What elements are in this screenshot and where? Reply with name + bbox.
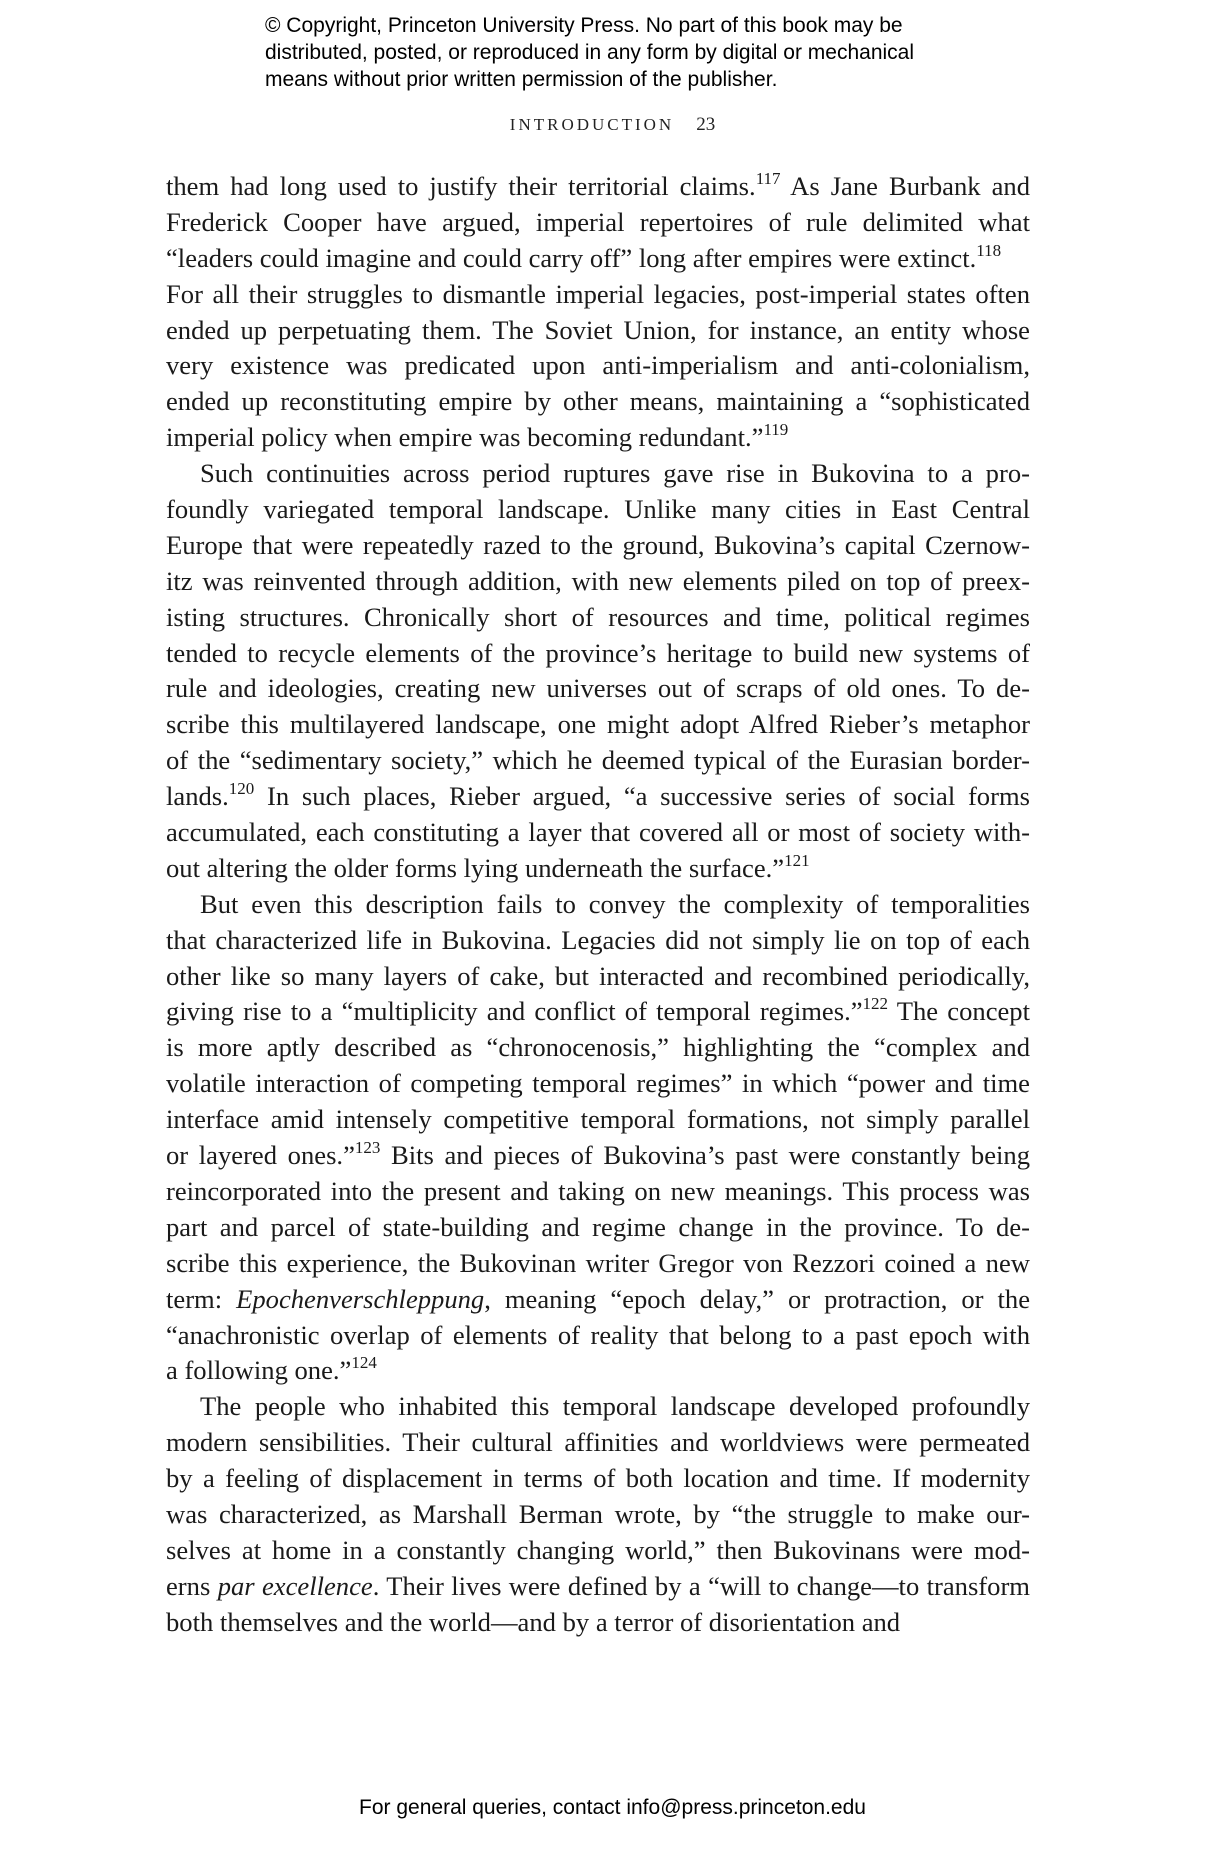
line-text: out altering the older forms lying underneath the surface.” xyxy=(166,852,785,883)
text-line xyxy=(166,1246,1030,1282)
line-text: scribe this multilayered landscape, one might adopt Alfred Rieber’s metaphor xyxy=(166,709,1030,740)
line-text-continued: , meaning “epoch delay,” or protraction, or the xyxy=(484,1283,1030,1314)
line-text: interface amid intensely competitive temporal formations, not simply parallel xyxy=(166,1104,1030,1135)
line-text: tended to recycle elements of the province’s heritage to build new systems of xyxy=(166,637,1030,668)
footer-contact: For general queries, contact info@press.princeton.edu xyxy=(359,1796,866,1819)
italic-term: par excellence xyxy=(217,1570,373,1601)
line-text: giving rise to a “multiplicity and conflict of temporal regimes.” xyxy=(166,996,863,1027)
text-line xyxy=(166,1605,1030,1641)
text-line xyxy=(166,205,1030,241)
line-text: For all their struggles to dismantle imperial legacies, post-imperial states often xyxy=(166,278,1030,309)
line-text: Europe that were repeatedly razed to the ground, Bukovina’s capital Czernow- xyxy=(166,529,1030,560)
italic-term: Epochenverschleppung xyxy=(236,1283,485,1314)
line-text: other like so many layers of cake, but interacted and recombined periodically, xyxy=(166,960,1030,991)
text-line xyxy=(166,671,1030,707)
line-text-continued: . Their lives were defined by a “will to change—to transform xyxy=(372,1570,1030,1601)
line-text-continued: The concept xyxy=(888,996,1030,1027)
text-line xyxy=(166,1389,1030,1425)
line-text: ended up reconstituting empire by other means, maintaining a “sophisticated xyxy=(166,386,1030,417)
line-text: lands. xyxy=(166,781,229,812)
footnote-marker: 124 xyxy=(351,1353,377,1373)
text-line xyxy=(166,707,1030,743)
footnote-marker: 119 xyxy=(763,420,789,440)
line-text: very existence was predicated upon anti-imperialism and anti-colonialism, xyxy=(166,350,1030,381)
text-line xyxy=(166,1138,1030,1174)
copyright-line: © Copyright, Princeton University Press. No part of this book may be xyxy=(265,14,903,37)
text-line xyxy=(166,887,1030,923)
line-text: by a feeling of displacement in terms of both location and time. If modernity xyxy=(166,1463,1030,1494)
line-text: selves at home in a constantly changing world,” then Bukovinans were mod- xyxy=(166,1534,1030,1565)
text-line xyxy=(166,959,1030,995)
copyright-notice xyxy=(265,12,1025,93)
line-text: foundly variegated temporal landscape. Unlike many cities in East Central xyxy=(166,494,1030,525)
text-line xyxy=(166,1210,1030,1246)
line-text: or layered ones.” xyxy=(166,1140,355,1171)
text-line xyxy=(166,528,1030,564)
text-line xyxy=(166,1030,1030,1066)
text-line xyxy=(166,277,1030,313)
line-text: erns xyxy=(166,1570,218,1601)
text-line xyxy=(166,241,1030,277)
text-line xyxy=(166,1533,1030,1569)
footnote-marker: 117 xyxy=(755,169,781,188)
running-head-title: INTRODUCTION xyxy=(509,115,675,134)
body-text xyxy=(166,169,1030,1641)
line-text-continued: Bits and pieces of Bukovina’s past were constantly being xyxy=(380,1140,1030,1171)
line-text: “anachronistic overlap of elements of reality that belong to a past epoch with xyxy=(166,1319,1030,1350)
line-text: itz was reinvented through addition, with new elements piled on top of preex- xyxy=(166,565,1030,596)
page-number: 23 xyxy=(696,114,716,135)
line-text: accumulated, each constituting a layer that covered all or most of society with- xyxy=(166,817,1030,848)
text-line xyxy=(166,456,1030,492)
line-text: that characterized life in Bukovina. Legacies did not simply lie on top of each xyxy=(166,924,1030,955)
text-line xyxy=(166,1461,1030,1497)
text-line xyxy=(166,1282,1030,1318)
line-text: isting structures. Chronically short of resources and time, political regimes xyxy=(166,601,1030,632)
text-line xyxy=(166,994,1030,1030)
text-line xyxy=(166,851,1030,887)
text-line xyxy=(166,600,1030,636)
line-text: both themselves and the world—and by a terror of disorientation and xyxy=(166,1606,901,1637)
text-line xyxy=(166,169,1030,205)
line-text: of the “sedimentary society,” which he deemed typical of the Eurasian border- xyxy=(166,745,1030,776)
text-line xyxy=(166,1318,1030,1354)
copyright-line: means without prior written permission of the publisher. xyxy=(265,68,778,91)
line-text-continued: As Jane Burbank and xyxy=(780,171,1030,201)
line-text: Such continuities across period ruptures gave rise in Bukovina to a pro- xyxy=(200,458,1030,489)
line-text: a following one.” xyxy=(166,1355,352,1386)
text-line xyxy=(166,384,1030,420)
line-text: The people who inhabited this temporal landscape developed profoundly xyxy=(200,1391,1030,1422)
line-text: them had long used to justify their territorial claims. xyxy=(166,171,756,201)
text-line xyxy=(166,779,1030,815)
text-line xyxy=(166,1066,1030,1102)
line-text: rule and ideologies, creating new universes out of scraps of old ones. To de- xyxy=(166,673,1030,704)
text-line xyxy=(166,1497,1030,1533)
line-text: ended up perpetuating them. The Soviet Union, for instance, an entity whose xyxy=(166,314,1030,345)
line-text: Frederick Cooper have argued, imperial repertoires of rule delimited what xyxy=(166,206,1030,237)
line-text: is more aptly described as “chronocenosis,” highlighting the “complex and xyxy=(166,1032,1030,1063)
footnote-marker: 120 xyxy=(228,779,255,799)
line-text: term: xyxy=(166,1283,237,1314)
line-text: volatile interaction of competing temporal regimes” in which “power and time xyxy=(166,1068,1030,1099)
text-line xyxy=(166,1174,1030,1210)
text-line xyxy=(166,420,1030,456)
copyright-line: distributed, posted, or reproduced in any form by digital or mechanical xyxy=(265,41,915,64)
text-line xyxy=(166,1425,1030,1461)
text-line xyxy=(166,313,1030,349)
text-line xyxy=(166,815,1030,851)
text-line xyxy=(166,923,1030,959)
line-text: scribe this experience, the Bukovinan writer Gregor von Rezzori coined a new xyxy=(166,1247,1030,1278)
line-text: part and parcel of state-building and regime change in the province. To de- xyxy=(166,1211,1030,1242)
line-text: But even this description fails to convey the complexity of temporalities xyxy=(200,888,1030,919)
line-text: imperial policy when empire was becoming redundant.” xyxy=(166,422,764,453)
line-text: was characterized, as Marshall Berman wrote, by “the struggle to make our- xyxy=(166,1498,1030,1529)
running-head xyxy=(0,114,1225,136)
line-text: reincorporated into the present and taking on new meanings. This process was xyxy=(166,1175,1030,1206)
text-line xyxy=(166,743,1030,779)
footnote-marker: 123 xyxy=(354,1138,381,1158)
footnote-marker: 118 xyxy=(976,240,1002,260)
footnote-marker: 122 xyxy=(862,994,889,1014)
text-line xyxy=(166,1102,1030,1138)
line-text: “leaders could imagine and could carry off” long after empires were extinct. xyxy=(166,242,977,273)
footnote-marker: 121 xyxy=(784,850,810,870)
line-text-continued: In such places, Rieber argued, “a successive series of social forms xyxy=(254,781,1030,812)
text-line xyxy=(166,564,1030,600)
text-line xyxy=(166,492,1030,528)
text-line xyxy=(166,348,1030,384)
text-line xyxy=(166,1569,1030,1605)
text-line xyxy=(166,636,1030,672)
line-text: modern sensibilities. Their cultural affinities and worldviews were permeated xyxy=(166,1427,1030,1458)
text-line xyxy=(166,1353,1030,1389)
